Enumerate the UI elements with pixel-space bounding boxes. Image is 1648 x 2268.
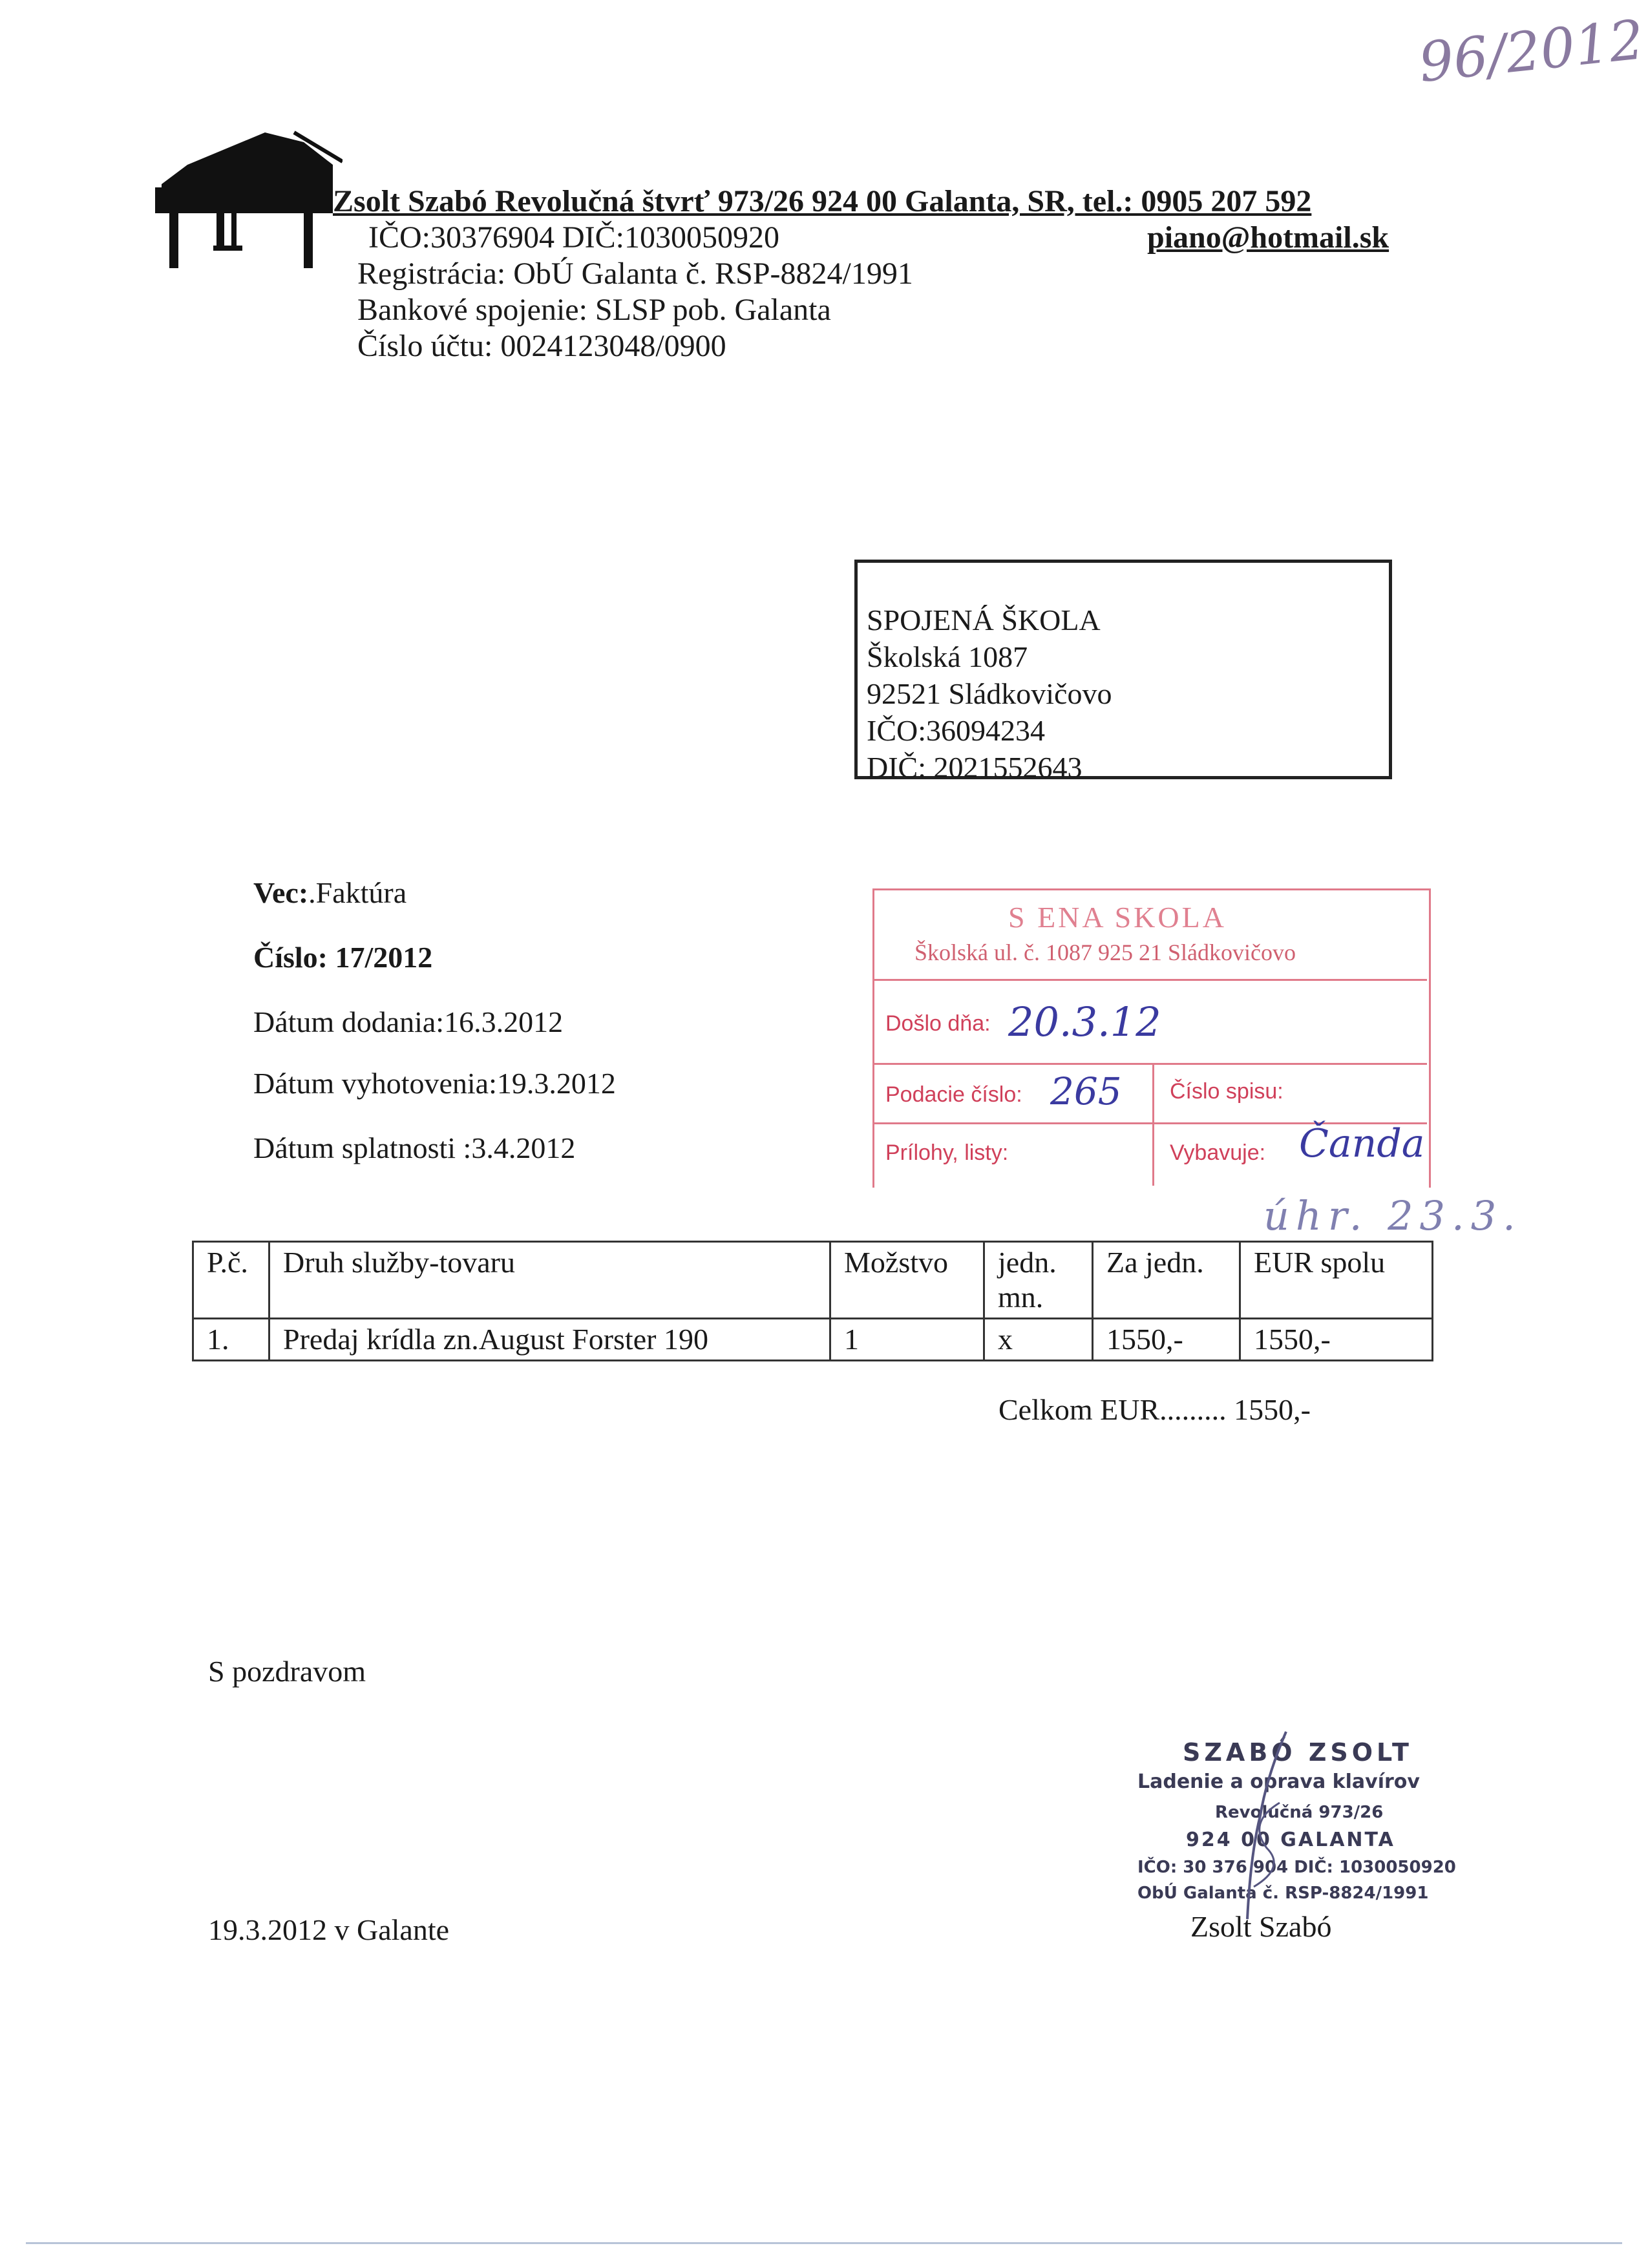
recipient-box	[854, 560, 1392, 784]
stamp-podacie-value: 265	[1050, 1069, 1122, 1113]
delivery-date: Dátum dodania:16.3.2012	[253, 1005, 564, 1038]
col-header: P.č.	[193, 1242, 269, 1319]
stamp-vybavuje-label: Vybavuje:	[1170, 1140, 1266, 1165]
stamp-received-value: 20.3.12	[1008, 998, 1161, 1045]
total-line: Celkom EUR......... 1550,-	[998, 1393, 1311, 1426]
invoice-number: Číslo: 17/2012	[253, 941, 433, 974]
items-table	[192, 1241, 1433, 1361]
stamp-spis-label: Číslo spisu:	[1170, 1079, 1284, 1104]
signer-name: Zsolt Szabó	[1190, 1910, 1332, 1943]
recipient-ico: IČO:36094234	[867, 714, 1045, 747]
stamp-line: SZABÓ ZSOLT	[1183, 1738, 1413, 1767]
handwritten-reference: 96/2012	[1415, 8, 1647, 94]
payment-note: úhr. 23.3.	[1263, 1192, 1522, 1239]
table-cell: 1	[830, 1319, 984, 1361]
stamp-line: ObÚ Galanta č. RSP-8824/1991	[1137, 1884, 1429, 1903]
piano-logo-icon	[149, 126, 343, 281]
table-header-row	[193, 1242, 1433, 1319]
stamp-line: 924 00 GALANTA	[1186, 1829, 1395, 1851]
issue-date: Dátum vyhotovenia:19.3.2012	[253, 1067, 616, 1100]
subject-line	[253, 876, 407, 910]
stamp-prilohy-label: Prílohy, listy:	[885, 1140, 1009, 1165]
email-link[interactable]: piano@hotmail.sk	[1147, 220, 1389, 255]
table-cell: 1550,-	[1093, 1319, 1240, 1361]
registration-line: Registrácia: ObÚ Galanta č. RSP-8824/1991	[357, 257, 913, 291]
table-cell: x	[984, 1319, 1093, 1361]
greeting: S pozdravom	[208, 1655, 366, 1688]
stamp-vybavuje-value: Čanda	[1299, 1121, 1425, 1166]
table-cell: 1.	[193, 1319, 269, 1361]
due-date: Dátum splatnosti :3.4.2012	[253, 1131, 576, 1164]
ico-dic-line	[368, 220, 1389, 255]
col-header: EUR spolu	[1240, 1242, 1433, 1319]
table-cell: 1550,-	[1240, 1319, 1433, 1361]
recipient-city: 92521 Sládkovičovo	[867, 677, 1112, 710]
stamp-title: S ENA SKOLA	[1008, 901, 1227, 934]
recipient-street: Školská 1087	[867, 640, 1028, 673]
col-header: jedn. mn.	[984, 1242, 1093, 1319]
stamp-address: Školská ul. č. 1087 925 21 Sládkovičovo	[914, 940, 1296, 965]
ico-dic: IČO:30376904 DIČ:1030050920	[368, 220, 779, 255]
stamp-line: Revolučná 973/26	[1215, 1803, 1384, 1822]
col-header: Možstvo	[830, 1242, 984, 1319]
company-line: Zsolt Szabó Revolučná štvrť 973/26 924 00 Galanta, SR, tel.: 0905 207 592	[333, 184, 1312, 218]
stamp-line: IČO: 30 376 904 DIČ: 1030050920	[1137, 1858, 1456, 1877]
handwritten-signature-icon	[1189, 1725, 1331, 1932]
account-line: Číslo účtu: 0024123048/0900	[357, 329, 726, 363]
stamp-line: Ladenie a oprava klavírov	[1137, 1770, 1420, 1793]
col-header: Za jedn.	[1093, 1242, 1240, 1319]
bank-line: Bankové spojenie: SLSP pob. Galanta	[357, 293, 831, 327]
table-row	[193, 1319, 1433, 1361]
scan-edge-divider	[26, 2242, 1622, 2244]
col-header: Druh služby-tovaru	[269, 1242, 830, 1319]
subject-label: Vec:	[253, 876, 309, 909]
stamp-podacie-label: Podacie číslo:	[885, 1082, 1022, 1107]
recipient-dic: DIČ: 2021552643	[867, 751, 1083, 784]
table-cell: Predaj krídla zn.August Forster 190	[269, 1319, 830, 1361]
stamp-received-label: Došlo dňa:	[885, 1011, 991, 1036]
registration-stamp	[872, 888, 1427, 1192]
subject-value: .Faktúra	[308, 876, 407, 909]
place-date: 19.3.2012 v Galante	[208, 1913, 450, 1946]
recipient-name: SPOJENÁ ŠKOLA	[867, 604, 1101, 636]
